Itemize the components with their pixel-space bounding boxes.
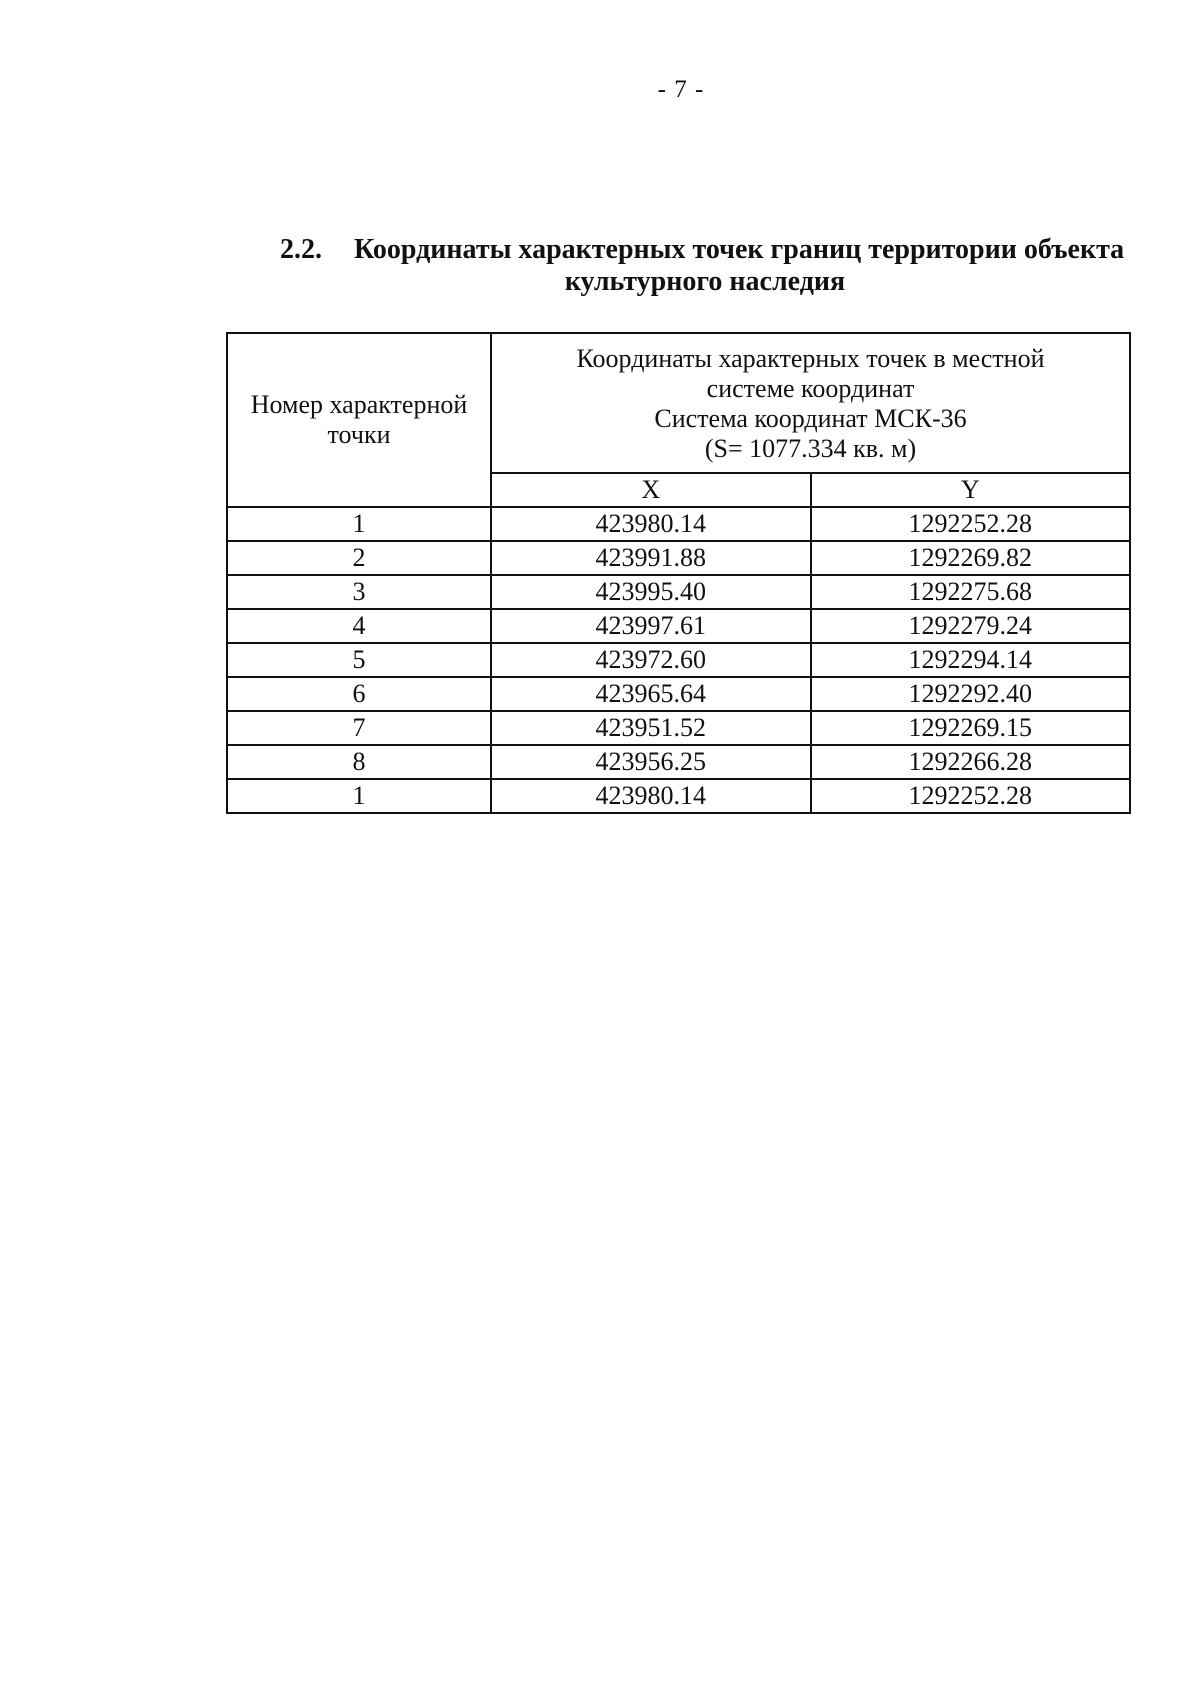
point-number-cell: 3 <box>227 575 491 609</box>
x-coordinate-cell: 423991.88 <box>491 541 811 575</box>
coordinates-header-line: Координаты характерных точек в местной <box>576 344 1045 373</box>
y-coordinate-cell: 1292252.28 <box>811 507 1131 541</box>
x-coordinate-cell: 423951.52 <box>491 711 811 745</box>
table-row <box>227 609 1130 643</box>
point-number-cell: 7 <box>227 711 491 745</box>
point-number-cell: 6 <box>227 677 491 711</box>
y-coordinate-cell: 1292269.82 <box>811 541 1131 575</box>
point-number-cell: 1 <box>227 507 491 541</box>
section-title: Координаты характерных точек границ территории объекта <box>354 234 1125 265</box>
point-number-header <box>227 333 491 507</box>
point-number-cell: 5 <box>227 643 491 677</box>
section-heading-line1 <box>280 234 1160 266</box>
table-row <box>227 779 1130 813</box>
point-number-cell: 2 <box>227 541 491 575</box>
y-column-header: Y <box>811 473 1131 507</box>
table-row <box>227 643 1130 677</box>
table-row <box>227 575 1130 609</box>
point-number-cell: 4 <box>227 609 491 643</box>
section-heading <box>280 234 1160 298</box>
table-row <box>227 507 1130 541</box>
point-number-cell: 1 <box>227 779 491 813</box>
y-coordinate-cell: 1292275.68 <box>811 575 1131 609</box>
y-coordinate-cell: 1292266.28 <box>811 745 1131 779</box>
x-coordinate-cell: 423965.64 <box>491 677 811 711</box>
x-coordinate-cell: 423980.14 <box>491 779 811 813</box>
coordinates-header-line: (S= 1077.334 кв. м) <box>704 434 917 463</box>
x-coordinate-cell: 423997.61 <box>491 609 811 643</box>
y-coordinate-cell: 1292252.28 <box>811 779 1131 813</box>
x-coordinate-cell: 423956.25 <box>491 745 811 779</box>
page-number: - 7 - <box>657 76 705 103</box>
x-coordinate-cell: 423995.40 <box>491 575 811 609</box>
table-row <box>227 677 1130 711</box>
table-row <box>227 541 1130 575</box>
y-coordinate-cell: 1292279.24 <box>811 609 1131 643</box>
coordinates-header-line: системе координат <box>706 374 915 403</box>
y-coordinate-cell: 1292269.15 <box>811 711 1131 745</box>
section-number: 2.2. <box>280 234 322 265</box>
table-row <box>227 711 1130 745</box>
point-number-header-line: точки <box>327 420 391 449</box>
x-column-header: X <box>491 473 811 507</box>
x-coordinate-cell: 423972.60 <box>491 643 811 677</box>
y-coordinate-cell: 1292294.14 <box>811 643 1131 677</box>
table-row <box>227 745 1130 779</box>
point-number-header-line: Номер характерной <box>250 390 468 419</box>
coordinates-group-header <box>491 333 1130 473</box>
section-title-continuation: культурного наследия <box>564 266 846 297</box>
coordinates-header-line: Система координат МСК-36 <box>654 404 967 433</box>
x-coordinate-cell: 423980.14 <box>491 507 811 541</box>
y-coordinate-cell: 1292292.40 <box>811 677 1131 711</box>
point-number-cell: 8 <box>227 745 491 779</box>
coordinates-table <box>226 332 1131 814</box>
